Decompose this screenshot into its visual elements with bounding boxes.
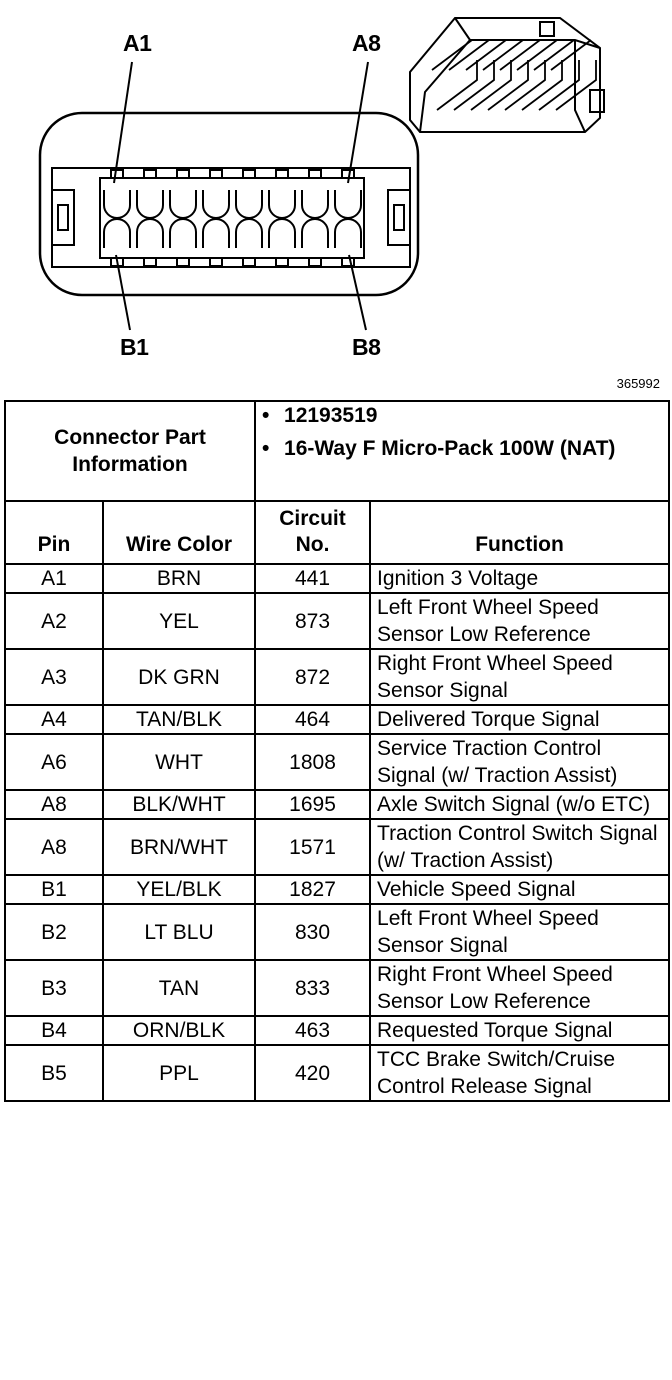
- perspective-terminal: [466, 40, 511, 110]
- cavity-a1: [104, 190, 130, 218]
- connector-info-item: [262, 435, 662, 462]
- circuit-no-cell: 464: [255, 705, 370, 734]
- function-cell: Vehicle Speed Signal: [370, 875, 669, 904]
- circuit-no-cell: 1827: [255, 875, 370, 904]
- part-number: 12193519: [284, 404, 378, 427]
- header-pin: Pin: [5, 501, 103, 564]
- circuit-no-cell: 1695: [255, 790, 370, 819]
- connector-info-item: [262, 402, 662, 429]
- left-lock-tab: [52, 190, 74, 245]
- bullet-icon: •: [262, 437, 270, 460]
- wire-color-cell: YEL/BLK: [103, 875, 255, 904]
- circuit-no-cell: 441: [255, 564, 370, 593]
- header-wire-color: Wire Color: [103, 501, 255, 564]
- pin-cell: A3: [5, 649, 103, 705]
- latch-notch-top: [111, 170, 123, 178]
- latch-notch-bottom: [309, 258, 321, 266]
- perspective-terminal: [449, 40, 494, 110]
- leader-lines: [114, 62, 368, 330]
- header-circuit-no: Circuit No.: [255, 501, 370, 564]
- cavity-a6: [269, 190, 295, 218]
- latch-notch-bottom: [276, 258, 288, 266]
- right-lock-tab: [388, 190, 410, 245]
- table-row: [5, 790, 669, 819]
- table-row: [5, 1016, 669, 1045]
- cavity-b2: [137, 219, 163, 248]
- wire-color-cell: DK GRN: [103, 649, 255, 705]
- latch-notch-bottom: [177, 258, 189, 266]
- table-row: [5, 593, 669, 649]
- perspective-terminal: [517, 40, 562, 110]
- function-cell: Left Front Wheel Speed Sensor Low Reference: [370, 593, 669, 649]
- connector-table: [4, 400, 670, 1102]
- function-cell: Axle Switch Signal (w/o ETC): [370, 790, 669, 819]
- cavity-b5: [236, 219, 262, 248]
- header-function: Function: [370, 501, 669, 564]
- wire-color-cell: BRN/WHT: [103, 819, 255, 875]
- circuit-no-cell: 420: [255, 1045, 370, 1101]
- pin-cell: B3: [5, 960, 103, 1016]
- latch-notch-top: [177, 170, 189, 178]
- pin-cell: B2: [5, 904, 103, 960]
- wire-color-cell: YEL: [103, 593, 255, 649]
- wire-color-cell: TAN: [103, 960, 255, 1016]
- table-row: [5, 960, 669, 1016]
- cavity-b4: [203, 219, 229, 248]
- connector-diagram: [0, 0, 672, 372]
- latch-notch-top: [309, 170, 321, 178]
- cavity-b7: [302, 219, 328, 248]
- perspective-terminal: [500, 40, 545, 110]
- cavity-a4: [203, 190, 229, 218]
- wire-color-cell: BRN: [103, 564, 255, 593]
- perspective-terminal: [483, 40, 528, 110]
- latch-notch-top: [276, 170, 288, 178]
- connector-inner-body: [52, 168, 410, 267]
- figure-id: 365992: [616, 376, 660, 391]
- function-cell: Ignition 3 Voltage: [370, 564, 669, 593]
- latch-notch-bottom: [210, 258, 222, 266]
- circuit-no-cell: 1808: [255, 734, 370, 790]
- wire-color-cell: BLK/WHT: [103, 790, 255, 819]
- circuit-no-cell: 1571: [255, 819, 370, 875]
- pin-cell: A1: [5, 564, 103, 593]
- pin-label-a1: A1: [123, 30, 152, 56]
- connector-info-label: Connector Part Information: [5, 401, 255, 501]
- connector-type: 16-Way F Micro-Pack 100W (NAT): [284, 437, 616, 460]
- cavity-a2: [137, 190, 163, 218]
- table-row: [5, 705, 669, 734]
- wire-color-cell: LT BLU: [103, 904, 255, 960]
- perspective-terminal: [534, 40, 579, 110]
- pin-cell: A8: [5, 819, 103, 875]
- header-row: [5, 501, 669, 564]
- pin-label-b8: B8: [352, 334, 381, 360]
- wire-color-cell: ORN/BLK: [103, 1016, 255, 1045]
- circuit-no-cell: 833: [255, 960, 370, 1016]
- pin-cell: A4: [5, 705, 103, 734]
- table-row: [5, 564, 669, 593]
- function-cell: Traction Control Switch Signal (w/ Traction Assist): [370, 819, 669, 875]
- wire-color-cell: WHT: [103, 734, 255, 790]
- function-cell: Left Front Wheel Speed Sensor Signal: [370, 904, 669, 960]
- function-cell: Right Front Wheel Speed Sensor Signal: [370, 649, 669, 705]
- latch-notch-bottom: [243, 258, 255, 266]
- latch-notch-top: [342, 170, 354, 178]
- table-row: [5, 1045, 669, 1101]
- connector-info-row: [5, 401, 669, 501]
- cavity-b3: [170, 219, 196, 248]
- latch-notch-top: [144, 170, 156, 178]
- pin-cell: B5: [5, 1045, 103, 1101]
- cavity-b8: [335, 219, 361, 248]
- table-row: [5, 819, 669, 875]
- pin-cell: B4: [5, 1016, 103, 1045]
- pin-cell: A6: [5, 734, 103, 790]
- pin-cell: A2: [5, 593, 103, 649]
- circuit-no-cell: 463: [255, 1016, 370, 1045]
- circuit-no-cell: 872: [255, 649, 370, 705]
- function-cell: TCC Brake Switch/Cruise Control Release Signal: [370, 1045, 669, 1101]
- latch-notch-top: [243, 170, 255, 178]
- latch-notch-top: [210, 170, 222, 178]
- connector-perspective-view: [410, 18, 604, 132]
- cavity-b6: [269, 219, 295, 248]
- wire-color-cell: PPL: [103, 1045, 255, 1101]
- function-cell: Requested Torque Signal: [370, 1016, 669, 1045]
- table-row: [5, 649, 669, 705]
- wire-color-cell: TAN/BLK: [103, 705, 255, 734]
- cavity-b1: [104, 219, 130, 248]
- function-cell: Service Traction Control Signal (w/ Traction Assist): [370, 734, 669, 790]
- bullet-icon: •: [262, 404, 270, 427]
- cavity-a8: [335, 190, 361, 218]
- circuit-no-cell: 830: [255, 904, 370, 960]
- pin-label-b1: B1: [120, 334, 149, 360]
- function-cell: Delivered Torque Signal: [370, 705, 669, 734]
- table-row: [5, 904, 669, 960]
- cavity-frame: [100, 178, 364, 258]
- circuit-no-cell: 873: [255, 593, 370, 649]
- cavity-a3: [170, 190, 196, 218]
- table-row: [5, 875, 669, 904]
- table-row: [5, 734, 669, 790]
- cavity-a5: [236, 190, 262, 218]
- latch-notch-bottom: [144, 258, 156, 266]
- connector-info-values: [255, 401, 669, 501]
- cavity-a7: [302, 190, 328, 218]
- pin-cell: B1: [5, 875, 103, 904]
- pin-label-a8: A8: [352, 30, 381, 56]
- function-cell: Right Front Wheel Speed Sensor Low Reference: [370, 960, 669, 1016]
- pin-cell: A8: [5, 790, 103, 819]
- terminal-cavities: [104, 170, 361, 266]
